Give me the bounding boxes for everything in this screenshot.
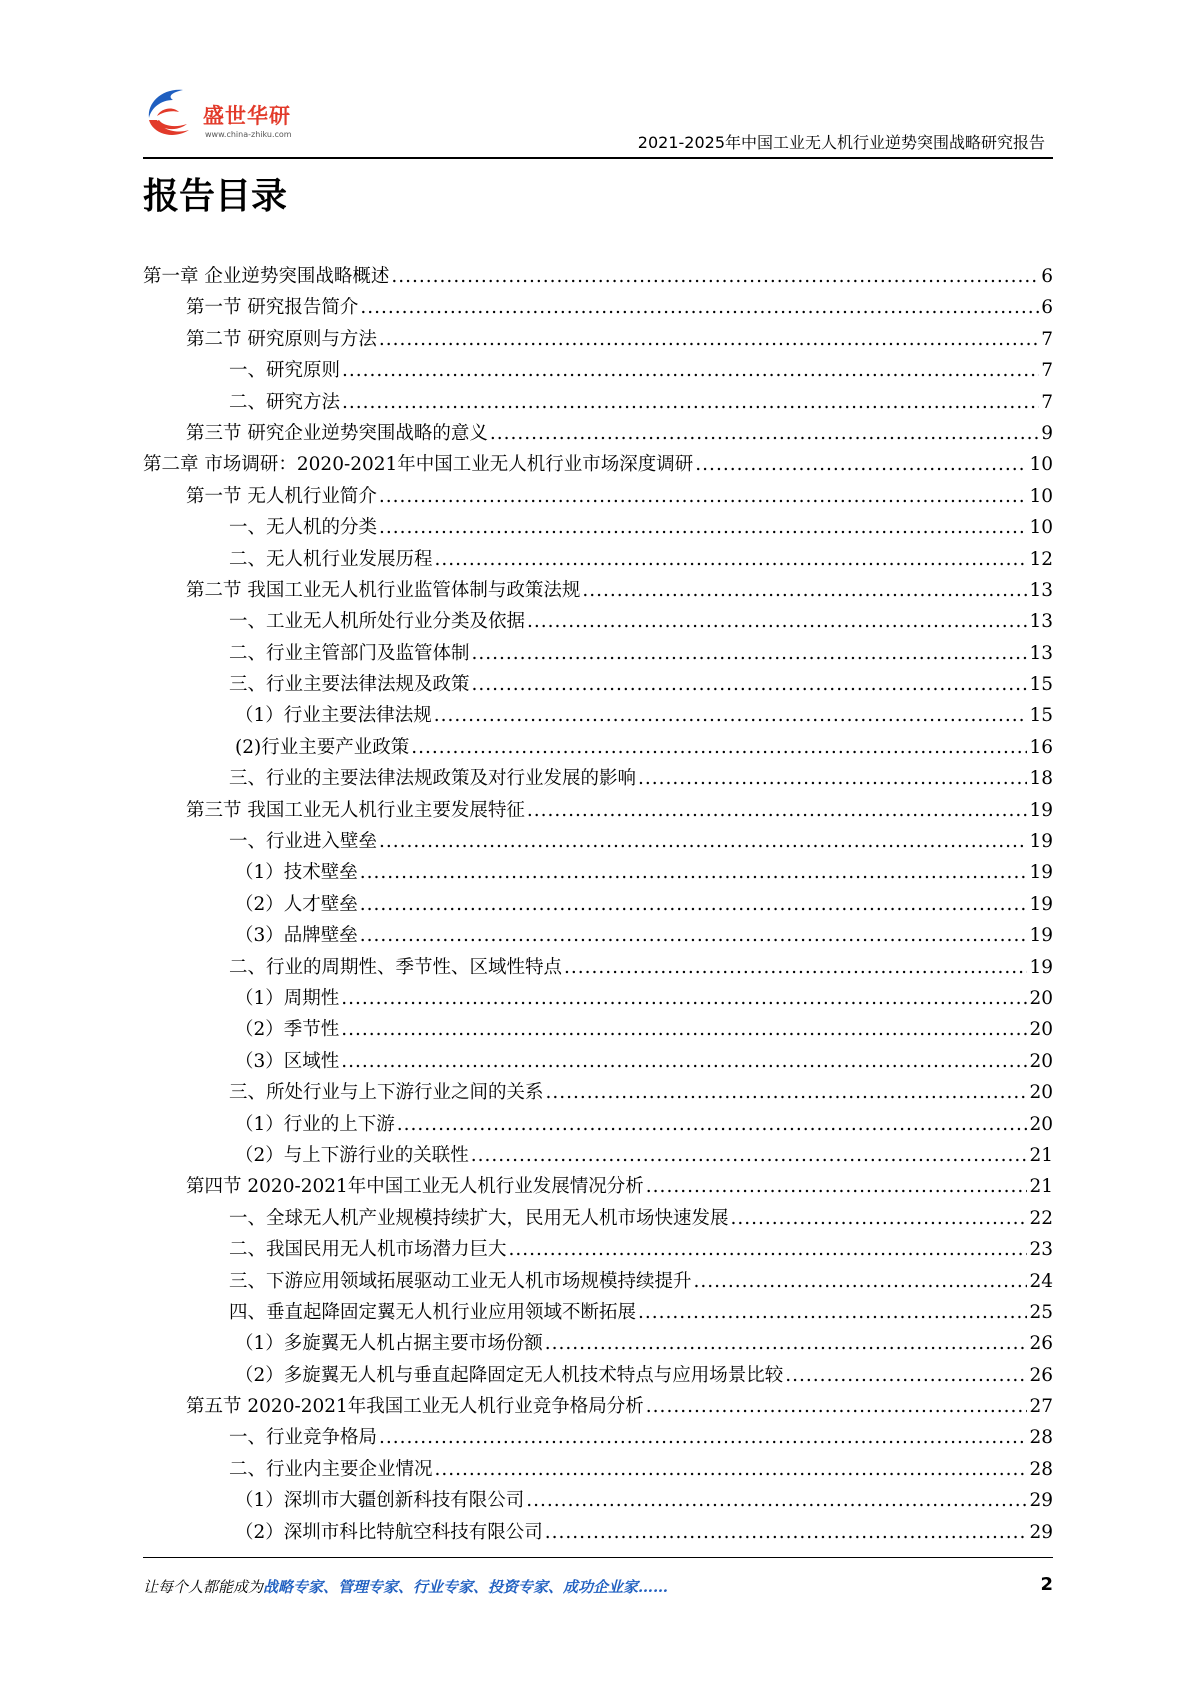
toc-entry-page: 7 — [1041, 391, 1053, 413]
toc-entry-page: 10 — [1029, 454, 1053, 476]
toc-entry-title: 三、行业的主要法律法规政策及对行业发展的影响 — [229, 768, 637, 790]
toc-dot-leader — [379, 1427, 1027, 1448]
toc-dot-leader — [391, 266, 1039, 287]
toc-dot-leader — [545, 1522, 1028, 1543]
toc-entry-title: 二、行业的周期性、季节性、区域性特点 — [229, 956, 563, 978]
toc-entry[interactable] — [143, 1267, 1053, 1298]
toc-entry-title: （1）周期性 — [235, 987, 340, 1009]
toc-dot-leader — [379, 486, 1028, 507]
toc-entry-page: 10 — [1029, 517, 1053, 539]
toc-dot-leader — [638, 768, 1027, 789]
toc-dot-leader — [360, 925, 1028, 946]
toc-dot-leader — [472, 643, 1028, 664]
toc-dot-leader — [472, 674, 1028, 695]
toc-entry-page: 19 — [1029, 831, 1053, 853]
toc-entry-page: 7 — [1041, 328, 1053, 350]
toc-entry-page: 29 — [1029, 1490, 1053, 1512]
toc-entry[interactable] — [143, 450, 1053, 481]
toc-entry[interactable] — [143, 764, 1053, 795]
toc-entry[interactable] — [143, 827, 1053, 858]
toc-dot-leader — [341, 1051, 1027, 1072]
toc-entry-page: 16 — [1029, 736, 1053, 758]
toc-entry-title: 三、下游应用领域拓展驱动工业无人机市场规模持续提升 — [229, 1270, 692, 1292]
toc-entry[interactable] — [143, 1518, 1053, 1549]
toc-entry[interactable] — [143, 953, 1053, 984]
toc-entry[interactable] — [143, 858, 1053, 889]
company-logo — [143, 82, 318, 146]
toc-entry-title: 一、行业竞争格局 — [229, 1427, 378, 1449]
toc-dot-leader — [646, 1176, 1028, 1197]
toc-dot-leader — [379, 831, 1027, 852]
toc-entry-title: 第五节 2020-2021年我国工业无人机行业竞争格局分析 — [186, 1396, 644, 1418]
toc-dot-leader — [694, 1271, 1028, 1292]
toc-entry-page: 7 — [1041, 360, 1053, 382]
toc-entry[interactable] — [143, 356, 1053, 387]
toc-entry-title: （1）多旋翼无人机占据主要市场份额 — [235, 1333, 543, 1355]
toc-entry-page: 19 — [1029, 925, 1053, 947]
toc-entry[interactable] — [143, 513, 1053, 544]
toc-entry-title: 第二章 市场调研：2020-2021年中国工业无人机行业市场深度调研 — [143, 454, 694, 476]
toc-entry-title: 第三节 研究企业逆势突围战略的意义 — [186, 422, 488, 444]
toc-entry-title: （1）深圳市大疆创新科技有限公司 — [235, 1490, 525, 1512]
toc-entry-title: 二、无人机行业发展历程 — [229, 548, 433, 570]
toc-entry[interactable] — [143, 1361, 1053, 1392]
toc-dot-leader — [379, 329, 1039, 350]
toc-dot-leader — [509, 1239, 1028, 1260]
toc-dot-leader — [341, 1019, 1027, 1040]
toc-dot-leader — [435, 1459, 1028, 1480]
toc-entry-page: 23 — [1029, 1239, 1053, 1261]
toc-entry[interactable] — [143, 1110, 1053, 1141]
toc-entry[interactable] — [143, 670, 1053, 701]
toc-entry-page: 20 — [1029, 1019, 1053, 1041]
toc-entry-page: 29 — [1029, 1521, 1053, 1543]
toc-entry[interactable] — [143, 262, 1053, 293]
footer-divider — [143, 1557, 1053, 1558]
toc-entry[interactable] — [143, 482, 1053, 513]
logo-url: www.china-zhiku.com — [205, 130, 292, 139]
toc-entry-page: 20 — [1029, 987, 1053, 1009]
toc-entry[interactable] — [143, 1078, 1053, 1109]
toc-entry-title: （1）行业主要法律法规 — [235, 705, 432, 727]
toc-entry[interactable] — [143, 576, 1053, 607]
toc-dot-leader — [785, 1365, 1027, 1386]
page-title: 报告目录 — [143, 176, 288, 217]
toc-entry-page: 19 — [1029, 893, 1053, 915]
toc-entry[interactable] — [143, 701, 1053, 732]
toc-entry-page: 6 — [1041, 266, 1053, 287]
toc-entry[interactable] — [143, 733, 1053, 764]
toc-dot-leader — [545, 1333, 1028, 1354]
toc-dot-leader — [527, 800, 1028, 821]
toc-entry-title: （2）深圳市科比特航空科技有限公司 — [235, 1521, 543, 1543]
logo-emblem-icon — [143, 86, 201, 144]
page-number: 2 — [1040, 1574, 1053, 1595]
header-divider — [143, 157, 1053, 159]
toc-entry[interactable] — [143, 545, 1053, 576]
toc-entry-title: 三、所处行业与上下游行业之间的关系 — [229, 1082, 544, 1104]
footer-slogan-prefix: 让每个人都能成为 — [143, 1578, 264, 1596]
toc-entry[interactable] — [143, 419, 1053, 450]
toc-entry-title: 一、工业无人机所处行业分类及依据 — [229, 611, 526, 633]
toc-entry[interactable] — [143, 1455, 1053, 1486]
toc-entry-title: 一、研究原则 — [229, 360, 341, 382]
toc-entry[interactable] — [143, 639, 1053, 670]
toc-entry-page: 26 — [1029, 1333, 1053, 1355]
toc-entry-page: 13 — [1029, 579, 1053, 601]
toc-dot-leader — [379, 517, 1027, 538]
toc-entry[interactable] — [143, 325, 1053, 356]
toc-entry-title: （1）行业的上下游 — [235, 1113, 395, 1135]
toc-entry-title: 第一章 企业逆势突围战略概述 — [143, 266, 390, 287]
toc-entry-page: 22 — [1029, 1207, 1053, 1229]
toc-entry-title: 第一节 研究报告简介 — [186, 297, 359, 319]
toc-entry-title: 第二节 我国工业无人机行业监管体制与政策法规 — [186, 579, 581, 601]
table-of-contents — [143, 262, 1053, 1549]
footer-slogan — [143, 1576, 668, 1597]
toc-entry-title: 第三节 我国工业无人机行业主要发展特征 — [186, 799, 525, 821]
toc-entry-title: （2）多旋翼无人机与垂直起降固定无人机技术特点与应用场景比较 — [235, 1364, 784, 1386]
toc-dot-leader — [341, 988, 1027, 1009]
toc-entry-page: 19 — [1029, 956, 1053, 978]
toc-dot-leader — [582, 580, 1027, 601]
toc-entry-page: 12 — [1029, 548, 1053, 570]
document-title: 2021-2025年中国工业无人机行业逆势突围战略研究报告 — [637, 133, 1045, 152]
toc-dot-leader — [360, 894, 1028, 915]
toc-dot-leader — [342, 392, 1039, 413]
toc-entry[interactable] — [143, 796, 1053, 827]
toc-entry[interactable] — [143, 388, 1053, 419]
toc-dot-leader — [490, 423, 1039, 444]
toc-dot-leader — [342, 360, 1039, 381]
toc-entry-page: 21 — [1029, 1144, 1053, 1166]
toc-entry-page: 28 — [1029, 1458, 1053, 1480]
toc-entry-title: 第四节 2020-2021年中国工业无人机行业发展情况分析 — [186, 1176, 644, 1198]
toc-entry-page: 18 — [1029, 768, 1053, 790]
toc-entry-title: （2）季节性 — [235, 1019, 340, 1041]
toc-entry[interactable] — [143, 890, 1053, 921]
toc-entry-title: （3）区域性 — [235, 1050, 340, 1072]
toc-entry[interactable] — [143, 1235, 1053, 1266]
toc-entry[interactable] — [143, 1392, 1053, 1423]
toc-dot-leader — [527, 611, 1027, 632]
toc-entry[interactable] — [143, 607, 1053, 638]
toc-entry-page: 13 — [1029, 611, 1053, 633]
toc-entry-page: 13 — [1029, 642, 1053, 664]
toc-entry-page: 10 — [1029, 485, 1053, 507]
page-header — [143, 82, 1053, 158]
toc-entry[interactable] — [143, 1141, 1053, 1172]
toc-entry[interactable] — [143, 1423, 1053, 1454]
footer-slogan-highlight: 战略专家、管理专家、行业专家、投资专家、成功企业家…… — [263, 1578, 669, 1596]
toc-entry-title: 一、行业进入壁垒 — [229, 831, 378, 853]
toc-entry-page: 6 — [1041, 297, 1053, 319]
toc-entry-title: (2)行业主要产业政策 — [235, 736, 410, 758]
toc-entry[interactable] — [143, 1329, 1053, 1360]
toc-entry-page: 25 — [1029, 1301, 1053, 1323]
toc-entry-title: 第一节 无人机行业简介 — [186, 485, 377, 507]
toc-dot-leader — [546, 1082, 1028, 1103]
toc-entry-title: 四、垂直起降固定翼无人机行业应用领域不断拓展 — [229, 1301, 637, 1323]
toc-entry-page: 9 — [1041, 422, 1053, 444]
toc-dot-leader — [526, 1490, 1027, 1511]
toc-dot-leader — [397, 1114, 1028, 1135]
toc-entry-title: 一、无人机的分类 — [229, 517, 378, 539]
toc-entry-title: （2）人才壁垒 — [235, 893, 358, 915]
toc-entry[interactable] — [143, 293, 1053, 324]
toc-entry-title: 三、行业主要法律法规及政策 — [229, 674, 470, 696]
toc-entry[interactable] — [143, 1047, 1053, 1078]
toc-entry-page: 27 — [1029, 1396, 1053, 1418]
toc-entry-title: 二、研究方法 — [229, 391, 341, 413]
logo-name: 盛世华研 — [203, 104, 291, 128]
toc-entry-title: （1）技术壁垒 — [235, 862, 358, 884]
toc-dot-leader — [435, 549, 1028, 570]
toc-entry-page: 15 — [1029, 705, 1053, 727]
toc-entry-page: 19 — [1029, 799, 1053, 821]
toc-entry[interactable] — [143, 1015, 1053, 1046]
toc-entry-title: （2）与上下游行业的关联性 — [235, 1144, 469, 1166]
toc-entry[interactable] — [143, 1486, 1053, 1517]
toc-dot-leader — [731, 1208, 1028, 1229]
toc-dot-leader — [646, 1396, 1028, 1417]
toc-entry-title: 二、我国民用无人机市场潜力巨大 — [229, 1239, 507, 1261]
toc-entry[interactable] — [143, 1204, 1053, 1235]
toc-entry-page: 20 — [1029, 1082, 1053, 1104]
toc-entry-title: 一、全球无人机产业规模持续扩大，民用无人机市场快速发展 — [229, 1207, 729, 1229]
toc-dot-leader — [695, 454, 1027, 475]
toc-entry-title: 二、行业内主要企业情况 — [229, 1458, 433, 1480]
toc-dot-leader — [360, 297, 1039, 318]
toc-entry-title: 第二节 研究原则与方法 — [186, 328, 377, 350]
toc-entry-page: 19 — [1029, 862, 1053, 884]
toc-entry-page: 15 — [1029, 674, 1053, 696]
toc-entry[interactable] — [143, 1172, 1053, 1203]
toc-entry-page: 21 — [1029, 1176, 1053, 1198]
toc-entry[interactable] — [143, 1298, 1053, 1329]
toc-dot-leader — [471, 1145, 1028, 1166]
toc-dot-leader — [360, 862, 1028, 883]
toc-dot-leader — [638, 1302, 1027, 1323]
toc-entry-title: 二、行业主管部门及监管体制 — [229, 642, 470, 664]
toc-entry[interactable] — [143, 921, 1053, 952]
toc-dot-leader — [564, 957, 1027, 978]
toc-entry-page: 20 — [1029, 1113, 1053, 1135]
toc-entry-page: 26 — [1029, 1364, 1053, 1386]
toc-entry-page: 24 — [1029, 1270, 1053, 1292]
toc-entry[interactable] — [143, 984, 1053, 1015]
toc-dot-leader — [434, 705, 1028, 726]
toc-entry-page: 28 — [1029, 1427, 1053, 1449]
toc-dot-leader — [411, 737, 1027, 758]
toc-entry-page: 20 — [1029, 1050, 1053, 1072]
toc-entry-title: （3）品牌壁垒 — [235, 925, 358, 947]
